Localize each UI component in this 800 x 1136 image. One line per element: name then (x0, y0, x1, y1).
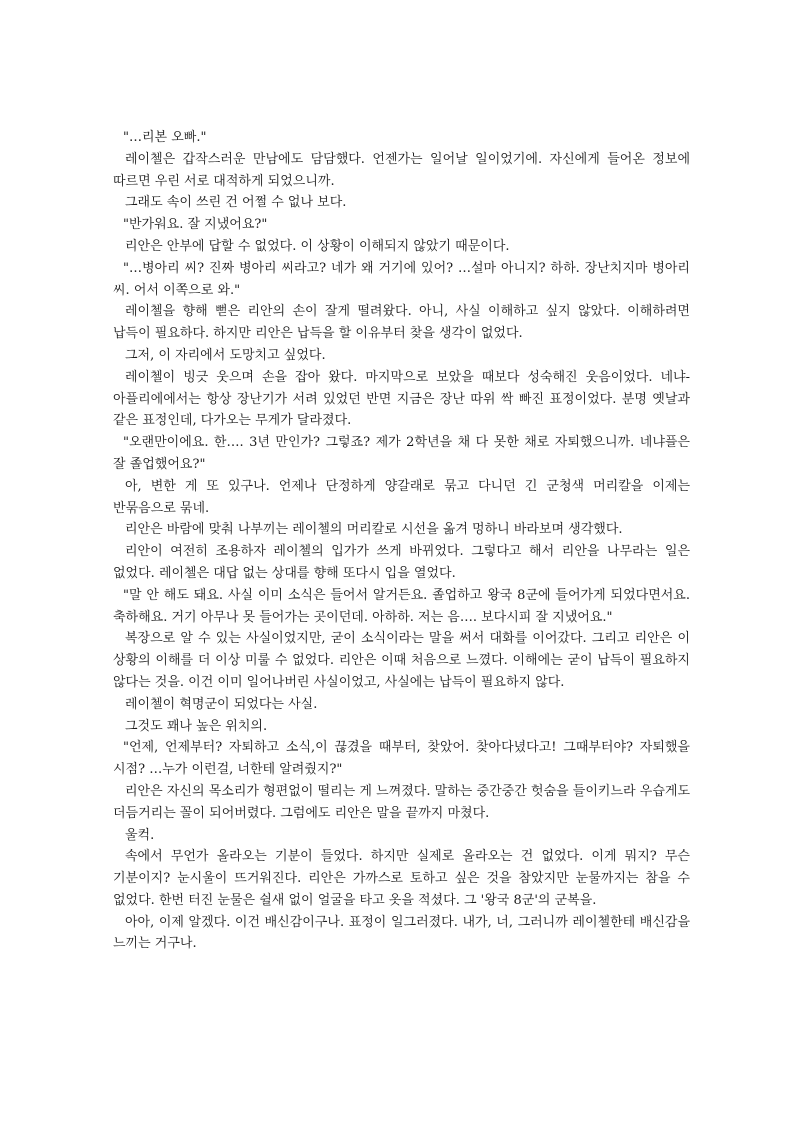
paragraph-dialogue: "말 안 해도 돼요. 사실 이미 소식은 들어서 알거든요. 졸업하고 왕국 8군에 들어가게 되었다면서요. 축하해요. 거기 아무나 못 들어가는 곳이던데. 아하하. 저는 음…. 보다시피 잘 지냈어요." (113, 587, 690, 625)
paragraph: 리안은 자신의 목소리가 형편없이 떨리는 게 느껴졌다. 말하는 중간중간 헛숨을 들이키느라 우습게도 더듬거리는 꼴이 되어버렸다. 그럼에도 리안은 말을 끝까지 마쳤다. (113, 783, 690, 821)
paragraph: 복장으로 알 수 있는 사실이었지만, 굳이 소식이라는 말을 써서 대화를 이어갔다. 그리고 리안은 이 상황의 이해를 더 이상 미룰 수 없었다. 리안은 이때 처음으로 느꼈다. 이해에는 굳이 납득이 필요하지 않다는 것을. 이건 이미 일어나버린 사실이었고, 사실에는 납득이 필요하지 않다. (113, 631, 690, 690)
paragraph: 리안은 안부에 답할 수 없었다. 이 상황이 이해되지 않았기 때문이다. (125, 238, 510, 254)
paragraph: 레이첼을 향해 뻗은 리안의 손이 잘게 떨려왔다. 아니, 사실 이해하고 싶지 않았다. 이해하려면 납득이 필요하다. 하지만 리안은 납득을 할 이유부터 찾을 생각이 없었다. (113, 304, 690, 342)
paragraph: 그것도 꽤나 높은 위치의. (125, 718, 268, 734)
paragraph: 그저, 이 자리에서 도망치고 싶었다. (125, 347, 326, 363)
paragraph: 레이첼이 빙긋 웃으며 손을 잡아 왔다. 마지막으로 보았을 때보다 성숙해진 웃음이었다. 네냐-아플리에에서는 항상 장난기가 서려 있었던 반면 지금은 장난 따위 싹 빠진 표정이었다. 분명 옛날과 같은 표정인데, 다가오는 무게가 달라졌다. (113, 369, 690, 429)
paragraph: 속에서 무언가 올라오는 기분이 들었다. 하지만 실제로 올라오는 건 없었다. 이게 뭐지? 무슨 기분이지? 눈시울이 뜨거워진다. 리안은 가까스로 토하고 싶은 것을 참았지만 눈물까지는 참을 수 없었다. 한번 터진 눈물은 쉴새 없이 얼굴을 타고 옷을 적셨다. 그 '왕국 8군'의 군복을. (113, 849, 690, 908)
paragraph: 리안은 바람에 맞춰 나부끼는 레이첼의 머리칼로 시선을 옮겨 멍하니 바라보며 생각했다. (125, 522, 623, 538)
paragraph: 아아, 이제 알겠다. 이건 배신감이구나. 표정이 일그러졌다. 내가, 너, 그러니까 레이첼한테 배신감을 느끼는 거구나. (113, 914, 690, 952)
paragraph: 레이첼은 갑작스러운 만남에도 담담했다. 언젠가는 일어날 일이었기에. 자신에게 들어온 정보에 따르면 우린 서로 대적하게 되었으니까. (113, 151, 690, 189)
paragraph: 레이첼이 혁명군이 되었다는 사실. (125, 696, 318, 712)
paragraph-dialogue: "언제, 언제부터? 자퇴하고 소식,이 끊겼을 때부터, 찾았어. 찾아다녔다고! 그때부터야? 자퇴했을 시점? …누가 이런걸, 너한테 알려줬지?" (113, 740, 690, 778)
paragraph-dialogue: "반가워요. 잘 지냈어요?" (123, 217, 268, 233)
paragraph: 아, 변한 게 또 있구나. 언제나 단정하게 양갈래로 묶고 다니던 긴 군청색 머리칼을 이제는 반묶음으로 묶네. (113, 478, 690, 516)
paragraph: 그래도 속이 쓰린 건 어쩔 수 없나 보다. (125, 195, 347, 211)
paragraph: 울컥. (125, 827, 155, 843)
paragraph-dialogue: "…리본 오빠." (123, 130, 207, 145)
story-body (113, 127, 690, 955)
paragraph: 리안이 여전히 조용하자 레이첼의 입가가 쓰게 바뀌었다. 그렇다고 해서 리안을 나무라는 일은 없었다. 레이첼은 대답 없는 상대를 향해 또다시 입을 열었다. (113, 544, 690, 581)
paragraph-dialogue: "오랜만이에요. 한…. 3년 만인가? 그렇죠? 제가 2학년을 채 다 못한 채로 자퇴했으니까. 네냐플은 잘 졸업했어요?" (113, 435, 690, 472)
paragraph-dialogue: "…병아리 씨? 진짜 병아리 씨라고? 네가 왜 거기에 있어? …설마 아니지? 하하. 장난치지마 병아리 씨. 어서 이쪽으로 와." (113, 260, 690, 298)
